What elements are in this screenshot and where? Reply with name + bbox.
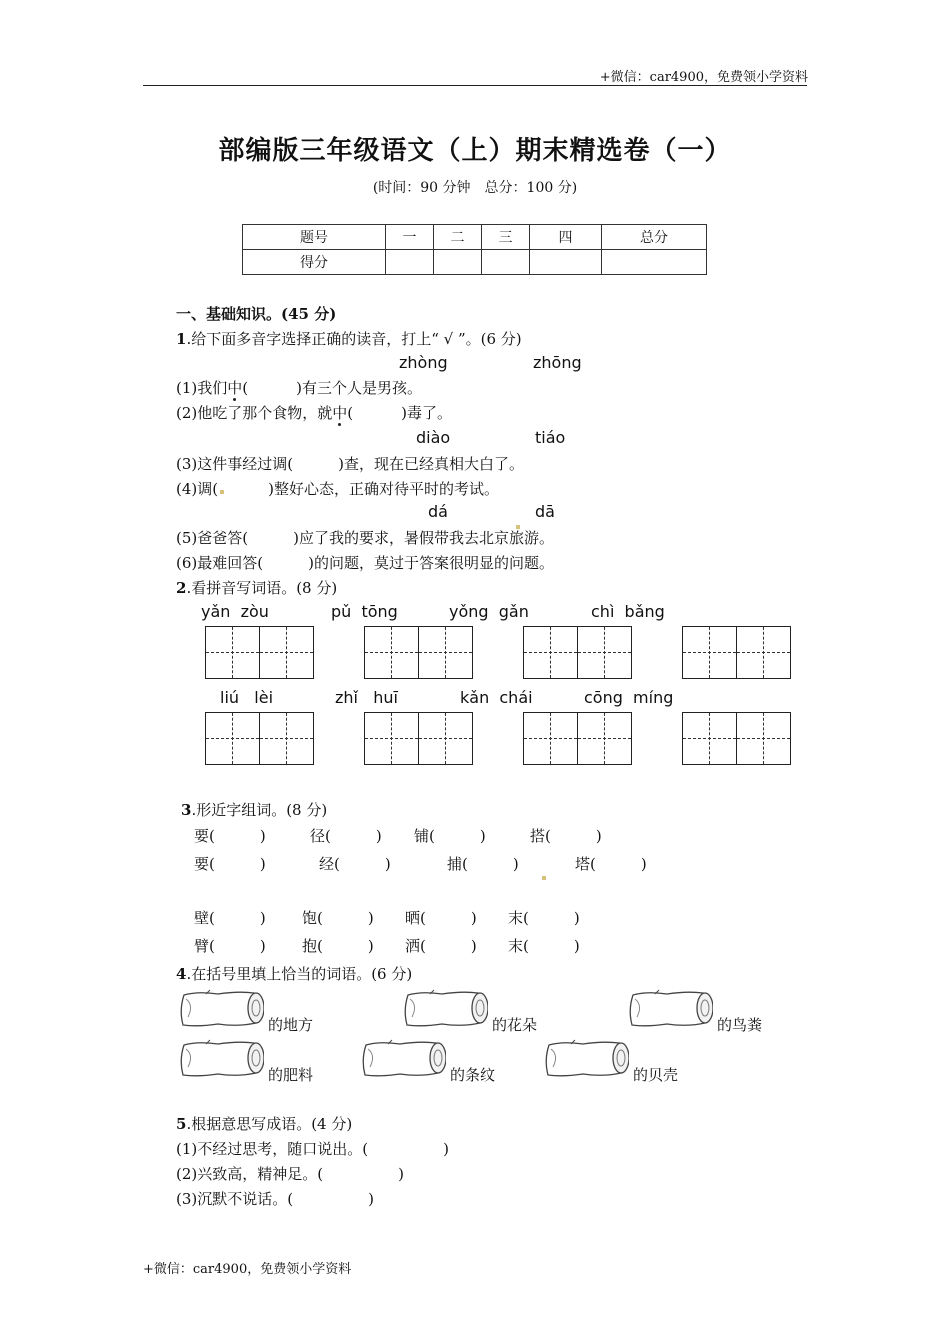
question-4-prompt [176, 963, 412, 984]
writing-grid[interactable] [205, 712, 314, 765]
pinyin-option: zhòng [399, 353, 448, 372]
writing-grid[interactable] [682, 626, 791, 679]
question-2-prompt [176, 577, 337, 598]
question-text: .在括号里填上恰当的词语。(6 分) [186, 965, 413, 983]
word-item: 饱( ) [302, 909, 374, 927]
q5-line-1: (1)不经过思考，随口说出。( ) [176, 1140, 449, 1158]
fill-suffix: 的条纹 [450, 1066, 496, 1084]
word-item: 经( ) [319, 855, 391, 873]
q1-line-6: (6)最难回答( )的问题，莫过于答案很明显的问题。 [176, 554, 554, 572]
exam-info: (时间：90 分钟 总分：100 分) [372, 180, 578, 196]
section-heading: 一、基础知识。(45 分) [176, 305, 337, 323]
writing-grid[interactable] [364, 712, 473, 765]
pinyin-prompt: yǎn zòu [201, 602, 269, 621]
pinyin-prompt: yǒng gǎn [449, 602, 529, 621]
paren-open: ( [242, 379, 249, 397]
word-item: 壁( ) [194, 909, 266, 927]
score-cell[interactable] [434, 250, 482, 275]
score-cell[interactable] [530, 250, 602, 275]
word-item: 晒( ) [405, 909, 477, 927]
log-blank-icon[interactable] [543, 1039, 629, 1079]
line-text: (2)他吃了那个食物，就 [176, 404, 333, 422]
writing-grid[interactable] [682, 712, 791, 765]
word-item: 末( ) [508, 909, 580, 927]
pinyin-option: tiáo [535, 428, 566, 447]
grid-cell[interactable] [737, 627, 790, 678]
question-1-prompt [176, 328, 522, 349]
question-number: 1 [176, 330, 187, 348]
grid-cell[interactable] [260, 627, 313, 678]
pinyin-prompt: liú lèi [220, 688, 274, 707]
page-title: 部编版三年级语文（上）期末精选卷（一） [218, 136, 732, 166]
score-header-cell: 二 [434, 225, 482, 250]
score-table-row [243, 250, 707, 275]
pinyin-option: diào [416, 428, 451, 447]
grid-cell[interactable] [737, 713, 790, 764]
pinyin-prompt: pǔ tōng [331, 602, 398, 621]
grid-cell[interactable] [365, 627, 419, 678]
pinyin-option: dá [428, 502, 448, 521]
word-item: 洒( ) [405, 937, 477, 955]
grid-cell[interactable] [578, 627, 631, 678]
footer-note: +微信：car4900，免费领小学资料 [143, 1262, 352, 1277]
line-text: (4)调( [176, 480, 219, 498]
word-item: 搭( ) [530, 827, 602, 845]
score-table-header-row [243, 225, 707, 250]
score-header-cell: 一 [386, 225, 434, 250]
grid-cell[interactable] [419, 713, 472, 764]
score-table [242, 224, 707, 275]
grid-cell[interactable] [578, 713, 631, 764]
pinyin-option: zhōng [533, 353, 582, 372]
grid-cell[interactable] [524, 713, 578, 764]
log-blank-icon[interactable] [178, 989, 264, 1029]
score-header-cell: 三 [482, 225, 530, 250]
word-item: 要( ) [194, 855, 266, 873]
q1-line-4 [176, 478, 499, 499]
fill-suffix: 的花朵 [492, 1016, 538, 1034]
score-header-cell: 总分 [602, 225, 707, 250]
target-char: 中 [227, 379, 243, 397]
writing-grid[interactable] [523, 626, 632, 679]
question-text: .给下面多音字选择正确的读音，打上“ √ ”。(6 分) [186, 330, 522, 348]
score-row-label: 得分 [243, 250, 386, 275]
question-number: 3 [181, 801, 192, 819]
writing-grid[interactable] [364, 626, 473, 679]
grid-cell[interactable] [206, 713, 260, 764]
question-number: 5 [176, 1115, 187, 1133]
log-blank-icon[interactable] [178, 1039, 264, 1079]
q1-line-5: (5)爸爸答( )应了我的要求，暑假带我去北京旅游。 [176, 529, 554, 547]
paren-open: ( [347, 404, 354, 422]
log-blank-icon[interactable] [627, 989, 713, 1029]
question-number: 4 [176, 965, 187, 983]
grid-cell[interactable] [683, 627, 737, 678]
question-text: .形近字组词。(8 分) [191, 801, 328, 819]
fill-suffix: 的肥料 [268, 1066, 314, 1084]
word-item: 径( ) [310, 827, 382, 845]
grid-cell[interactable] [206, 627, 260, 678]
q1-line-3: (3)这件事经过调( )查，现在已经真相大白了。 [176, 455, 524, 473]
line-text: )有三个人是男孩。 [296, 379, 422, 397]
question-text: .根据意思写成语。(4 分) [186, 1115, 353, 1133]
score-cell[interactable] [386, 250, 434, 275]
word-item: 末( ) [508, 937, 580, 955]
score-header-cell: 四 [530, 225, 602, 250]
pinyin-prompt: kǎn chái [460, 688, 533, 707]
grid-cell[interactable] [524, 627, 578, 678]
grid-cell[interactable] [419, 627, 472, 678]
print-speck [540, 865, 548, 884]
question-number: 2 [176, 579, 187, 597]
line-text: )整好心态，正确对待平时的考试。 [268, 480, 499, 498]
word-item: 捕( ) [447, 855, 519, 873]
score-header-cell: 题号 [243, 225, 386, 250]
score-cell[interactable] [602, 250, 707, 275]
pinyin-prompt: chì bǎng [591, 602, 665, 621]
fill-suffix: 的贝壳 [633, 1066, 679, 1084]
question-5-prompt [176, 1113, 352, 1134]
grid-cell[interactable] [260, 713, 313, 764]
word-item: 臂( ) [194, 937, 266, 955]
pinyin-prompt: cōng míng [584, 688, 674, 707]
grid-cell[interactable] [365, 713, 419, 764]
target-char: 中 [332, 404, 348, 422]
pinyin-option: dā [535, 502, 555, 521]
log-blank-icon[interactable] [402, 989, 488, 1029]
pinyin-prompt: zhǐ huī [335, 688, 398, 707]
fill-suffix: 的鸟粪 [717, 1016, 763, 1034]
writing-grid[interactable] [205, 626, 314, 679]
score-cell[interactable] [482, 250, 530, 275]
word-item: 要( ) [194, 827, 266, 845]
grid-cell[interactable] [683, 713, 737, 764]
q5-line-2: (2)兴致高，精神足。( ) [176, 1165, 404, 1183]
q1-line-1 [176, 377, 422, 398]
q1-line-2 [176, 402, 452, 423]
header-note: +微信：car4900，免费领小学资料 [599, 70, 808, 85]
question-text: .看拼音写词语。(8 分) [186, 579, 338, 597]
print-speck [220, 490, 224, 494]
header-divider [143, 85, 807, 86]
word-item: 抱( ) [302, 937, 374, 955]
question-3-prompt [181, 799, 327, 820]
fill-suffix: 的地方 [268, 1016, 314, 1034]
line-text: )毒了。 [401, 404, 452, 422]
log-blank-icon[interactable] [360, 1039, 446, 1079]
word-item: 塔( ) [575, 855, 647, 873]
word-item: 铺( ) [414, 827, 486, 845]
q5-line-3: (3)沉默不说话。( ) [176, 1190, 374, 1208]
line-text: (1)我们 [176, 379, 228, 397]
writing-grid[interactable] [523, 712, 632, 765]
